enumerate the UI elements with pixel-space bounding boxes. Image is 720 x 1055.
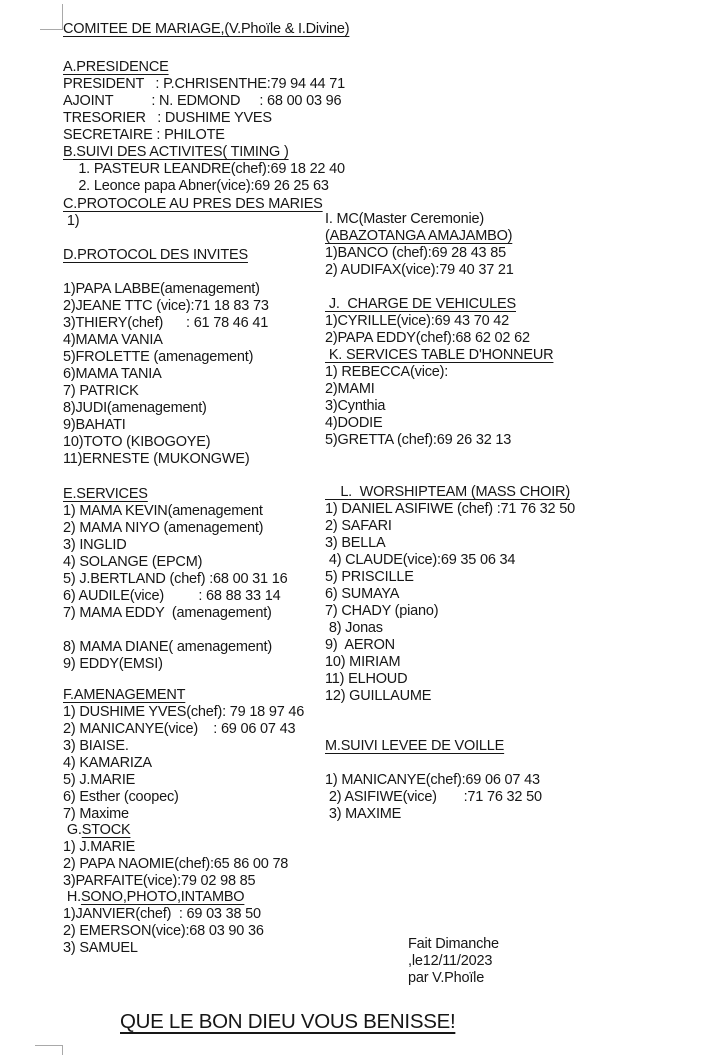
list-line: 2)MAMI xyxy=(325,381,375,397)
section-stock xyxy=(63,822,288,890)
list-line: 1. PASTEUR LEANDRE(chef):69 18 22 40 xyxy=(63,161,345,177)
list-line: 2)JEANE TTC (vice):71 18 83 73 xyxy=(63,298,269,314)
list-line: 3) BIAISE. xyxy=(63,738,129,754)
section-stock-lines xyxy=(63,839,288,890)
section-sono-photo-title: SONO,PHOTO,INTAMBO xyxy=(80,889,245,905)
list-line: 7) CHADY (piano) xyxy=(325,603,439,619)
section-table-honneur xyxy=(325,347,553,449)
list-line: AJOINT : N. EDMOND : 68 00 03 96 xyxy=(63,93,342,109)
section-stock-title: STOCK xyxy=(81,822,131,838)
section-suivi-activites-heading: B.SUIVI DES ACTIVITES( TIMING ) xyxy=(63,144,289,160)
list-line: 7) Maxime xyxy=(63,806,129,822)
list-line: 6) AUDILE(vice) : 68 88 33 14 xyxy=(63,588,281,604)
list-line: 5)GRETTA (chef):69 26 32 13 xyxy=(325,432,512,448)
list-line: 2) MANICANYE(vice) : 69 06 07 43 xyxy=(63,721,296,737)
section-protocol-invites xyxy=(63,247,269,468)
list-line: 12) GUILLAUME xyxy=(325,688,432,704)
section-suivi-activites xyxy=(63,144,345,195)
section-protocole-maries-heading: C.PROTOCOLE AU PRES DES MARIES xyxy=(63,196,323,212)
list-line: 2) AUDIFAX(vice):79 40 37 21 xyxy=(325,262,514,278)
signature-date-lines xyxy=(408,936,499,987)
list-line: 3) MAXIME xyxy=(325,806,402,822)
closing-blessing: QUE LE BON DIEU VOUS BENISSE! xyxy=(120,1010,456,1033)
section-charge-vehicules-lines xyxy=(325,313,530,347)
list-line: 5) J.MARIE xyxy=(63,772,136,788)
section-protocol-invites-lines xyxy=(63,264,269,468)
section-presidence-lines xyxy=(63,76,345,144)
list-line: 1) xyxy=(63,213,80,229)
document-title: COMITEE DE MARIAGE,(V.Phoïle & I.Divine) xyxy=(63,21,350,37)
list-line: 11) ELHOUD xyxy=(325,671,408,687)
list-line: 3)Cynthia xyxy=(325,398,386,414)
list-line: 10) MIRIAM xyxy=(325,654,401,670)
section-services-heading: E.SERVICES xyxy=(63,486,148,502)
list-line: 2) ASIFIWE(vice) :71 76 32 50 xyxy=(325,789,542,805)
list-line: 8) MAMA DIANE( amenagement) xyxy=(63,639,272,655)
list-line: 2) PAPA NAOMIE(chef):65 86 00 78 xyxy=(63,856,289,872)
list-line: 5) PRISCILLE xyxy=(325,569,414,585)
section-amenagement-lines xyxy=(63,704,304,823)
section-table-honneur-heading: K. SERVICES TABLE D'HONNEUR xyxy=(325,347,554,363)
list-line: 2) MAMA NIYO (amenagement) xyxy=(63,520,264,536)
list-line: 9) AERON xyxy=(325,637,395,653)
page-margin-corner-mark-bottom xyxy=(35,1045,63,1055)
section-table-honneur-lines xyxy=(325,364,553,449)
list-line: 10)TOTO (KIBOGOYE) xyxy=(63,434,211,450)
list-line: 2. Leonce papa Abner(vice):69 26 25 63 xyxy=(63,178,329,194)
list-line: 5)FROLETTE (amenagement) xyxy=(63,349,254,365)
date-line: Fait Dimanche xyxy=(408,936,499,952)
list-line: 3) SAMUEL xyxy=(63,940,138,956)
list-line: 1)PAPA LABBE(amenagement) xyxy=(63,281,260,297)
list-line: 2) SAFARI xyxy=(325,518,392,534)
list-line: 1) DANIEL ASIFIWE (chef) :71 76 32 50 xyxy=(325,501,575,517)
section-charge-vehicules-heading: J. CHARGE DE VEHICULES xyxy=(325,296,516,312)
list-line: 7) MAMA EDDY (amenagement) xyxy=(63,605,272,621)
list-line: PRESIDENT : P.CHRISENTHE:79 94 44 71 xyxy=(63,76,345,92)
section-worshipteam-heading: L. WORSHIPTEAM (MASS CHOIR) xyxy=(325,484,570,500)
date-line: ,le12/11/2023 xyxy=(408,953,493,969)
list-line: 1) DUSHIME YVES(chef): 79 18 97 46 xyxy=(63,704,305,720)
section-sono-photo-letter: H. xyxy=(63,889,81,905)
section-worshipteam-lines xyxy=(325,501,575,705)
list-line: TRESORIER : DUSHIME YVES xyxy=(63,110,272,126)
section-services-lines xyxy=(63,503,287,673)
list-line: 9)BAHATI xyxy=(63,417,126,433)
list-line: 1) MANICANYE(chef):69 06 07 43 xyxy=(325,772,540,788)
list-line: 1)BANCO (chef):69 28 43 85 xyxy=(325,245,506,261)
list-line: 5) J.BERTLAND (chef) :68 00 31 16 xyxy=(63,571,288,587)
section-sono-photo xyxy=(63,889,264,957)
list-line: 11)ERNESTE (MUKONGWE) xyxy=(63,451,250,467)
list-line: SECRETAIRE : PHILOTE xyxy=(63,127,225,143)
list-line: 3) BELLA xyxy=(325,535,386,551)
list-line: 4) SOLANGE (EPCM) xyxy=(63,554,203,570)
date-line: par V.Phoïle xyxy=(408,970,485,986)
list-line: 3)PARFAITE(vice):79 02 98 85 xyxy=(63,873,256,889)
list-line: 1) MAMA KEVIN(amenagement xyxy=(63,503,263,519)
section-protocol-invites-heading: D.PROTOCOL DES INVITES xyxy=(63,247,248,263)
section-levee-voille-lines xyxy=(325,755,542,823)
list-line: 7) PATRICK xyxy=(63,383,139,399)
section-services xyxy=(63,486,287,673)
list-line: 1)JANVIER(chef) : 69 03 38 50 xyxy=(63,906,261,922)
list-line: 9) EDDY(EMSI) xyxy=(63,656,163,672)
list-line: 4)MAMA VANIA xyxy=(63,332,163,348)
section-mc-subheading: (ABAZOTANGA AMAJAMBO) xyxy=(325,228,513,244)
section-mc-heading: I. MC(Master Ceremonie) xyxy=(325,211,484,227)
list-line: 6)MAMA TANIA xyxy=(63,366,162,382)
list-line: 3)THIERY(chef) : 61 78 46 41 xyxy=(63,315,269,331)
section-levee-voille xyxy=(325,738,542,823)
section-levee-voille-heading: M.SUIVI LEVEE DE VOILLE xyxy=(325,738,505,754)
section-worshipteam xyxy=(325,484,575,705)
section-charge-vehicules xyxy=(325,296,530,347)
list-line: 4) KAMARIZA xyxy=(63,755,152,771)
list-line: 1) REBECCA(vice): xyxy=(325,364,449,380)
list-line: 1) J.MARIE xyxy=(63,839,136,855)
list-line: 2)PAPA EDDY(chef):68 62 02 62 xyxy=(325,330,530,346)
page-margin-corner-mark-top xyxy=(40,4,63,30)
section-stock-heading xyxy=(63,822,288,839)
section-stock-letter: G. xyxy=(63,822,82,838)
list-line: 6) SUMAYA xyxy=(325,586,400,602)
section-mc xyxy=(325,211,514,279)
section-mc-lines xyxy=(325,245,514,279)
list-line xyxy=(325,755,542,772)
signature-date-block xyxy=(408,936,499,987)
section-suivi-activites-lines xyxy=(63,161,345,195)
list-line: 3) INGLID xyxy=(63,537,127,553)
section-protocole-maries xyxy=(63,196,323,230)
list-line: 6) Esther (coopec) xyxy=(63,789,179,805)
list-line: 8)JUDI(amenagement) xyxy=(63,400,207,416)
section-presidence-heading: A.PRESIDENCE xyxy=(63,59,169,75)
section-amenagement xyxy=(63,687,304,823)
list-line: 2) EMERSON(vice):68 03 90 36 xyxy=(63,923,264,939)
section-sono-photo-heading xyxy=(63,889,264,906)
list-line: 1)CYRILLE(vice):69 43 70 42 xyxy=(325,313,510,329)
section-protocole-maries-lines xyxy=(63,213,323,230)
section-amenagement-heading: F.AMENAGEMENT xyxy=(63,687,186,703)
list-line xyxy=(63,622,287,639)
list-line: 4)DODIE xyxy=(325,415,383,431)
section-sono-photo-lines xyxy=(63,906,264,957)
list-line: 4) CLAUDE(vice):69 35 06 34 xyxy=(325,552,516,568)
list-line: 8) Jonas xyxy=(325,620,383,636)
section-presidence xyxy=(63,59,345,144)
list-line xyxy=(63,264,269,281)
